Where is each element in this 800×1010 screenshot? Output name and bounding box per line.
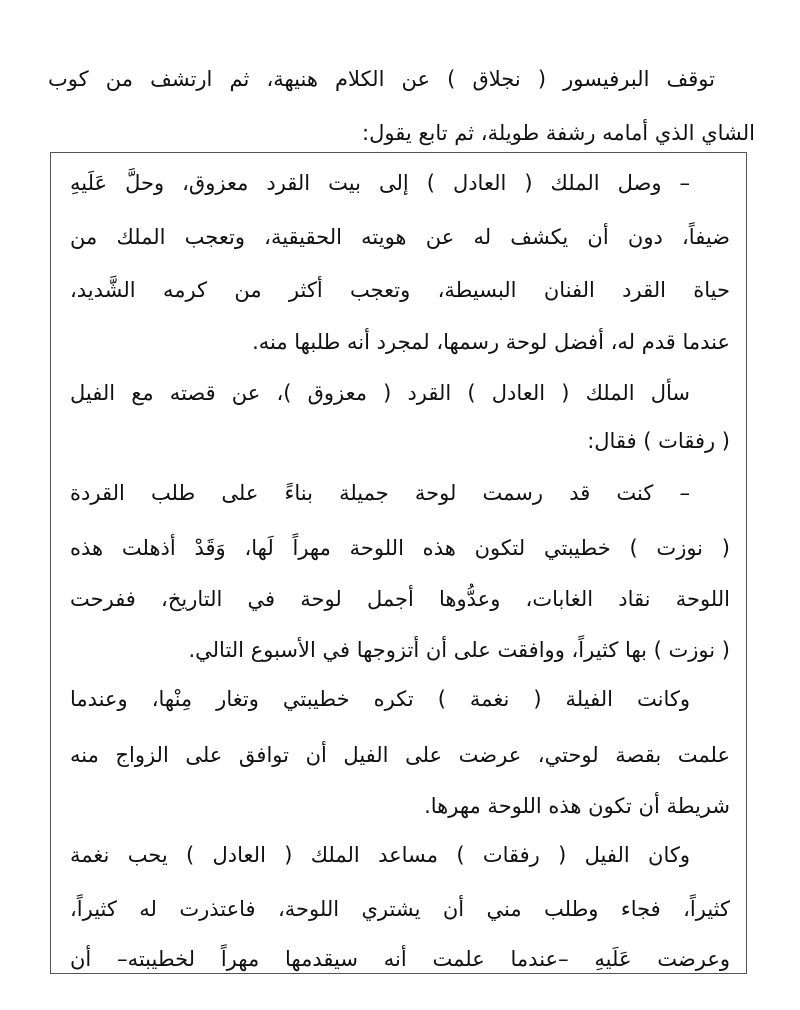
box-line: وعرضت عَلَيهِ –عندما علمت أنه سيقدمها مهراً لخطيبته– أن (70, 947, 730, 971)
box-line: اللوحة نقاد الغابات، وعدُّوها أجمل لوحة في التاريخ، ففرحت (70, 587, 730, 611)
box-line: ( نوزت ) بها كثيراً، ووافقت على أن أتزوجها في الأسبوع التالي. (188, 638, 730, 662)
box-line: ضيفاً، دون أن يكشف له عن هويته الحقيقية، وتعجب الملك من (70, 225, 730, 249)
intro-line-1: توقف البرفيسور ( نجلاق ) عن الكلام هنيهة، ثم ارتشف من كوب (48, 67, 715, 91)
box-line: ( رفقات ) فقال: (587, 429, 730, 453)
box-line: – كنت قد رسمت لوحة جميلة بناءً على طلب القردة (70, 481, 690, 505)
box-line: وكان الفيل ( رفقات ) مساعد الملك ( العادل ) يحب نغمة (70, 843, 690, 867)
box-line: – وصل الملك ( العادل ) إلى بيت القرد معزوق، وحلَّ عَلَيهِ (70, 171, 690, 195)
box-line: شريطة أن تكون هذه اللوحة مهرها. (424, 794, 730, 818)
box-line: علمت بقصة لوحتي، عرضت على الفيل أن توافق على الزواج منه (70, 743, 730, 767)
box-line: حياة القرد الفنان البسيطة، وتعجب أكثر من كرمه الشَّديد، (70, 278, 730, 302)
intro-line-2: الشاي الذي أمامه رشفة طويلة، ثم تابع يقول: (362, 121, 755, 145)
box-line: عندما قدم له، أفضل لوحة رسمها، لمجرد أنه طلبها منه. (252, 330, 730, 354)
box-line: كثيراً، فجاء وطلب مني أن يشتري اللوحة، فاعتذرت له كثيراً، (70, 897, 730, 921)
box-line: ( نوزت ) خطيبتي لتكون هذه اللوحة مهراً لَها، وَقَدْ أذهلت هذه (70, 536, 730, 560)
box-line: وكانت الفيلة ( نغمة ) تكره خطيبتي وتغار مِنْها، وعندما (70, 687, 690, 711)
box-line: سأل الملك ( العادل ) القرد ( معزوق )، عن قصته مع الفيل (70, 381, 690, 405)
